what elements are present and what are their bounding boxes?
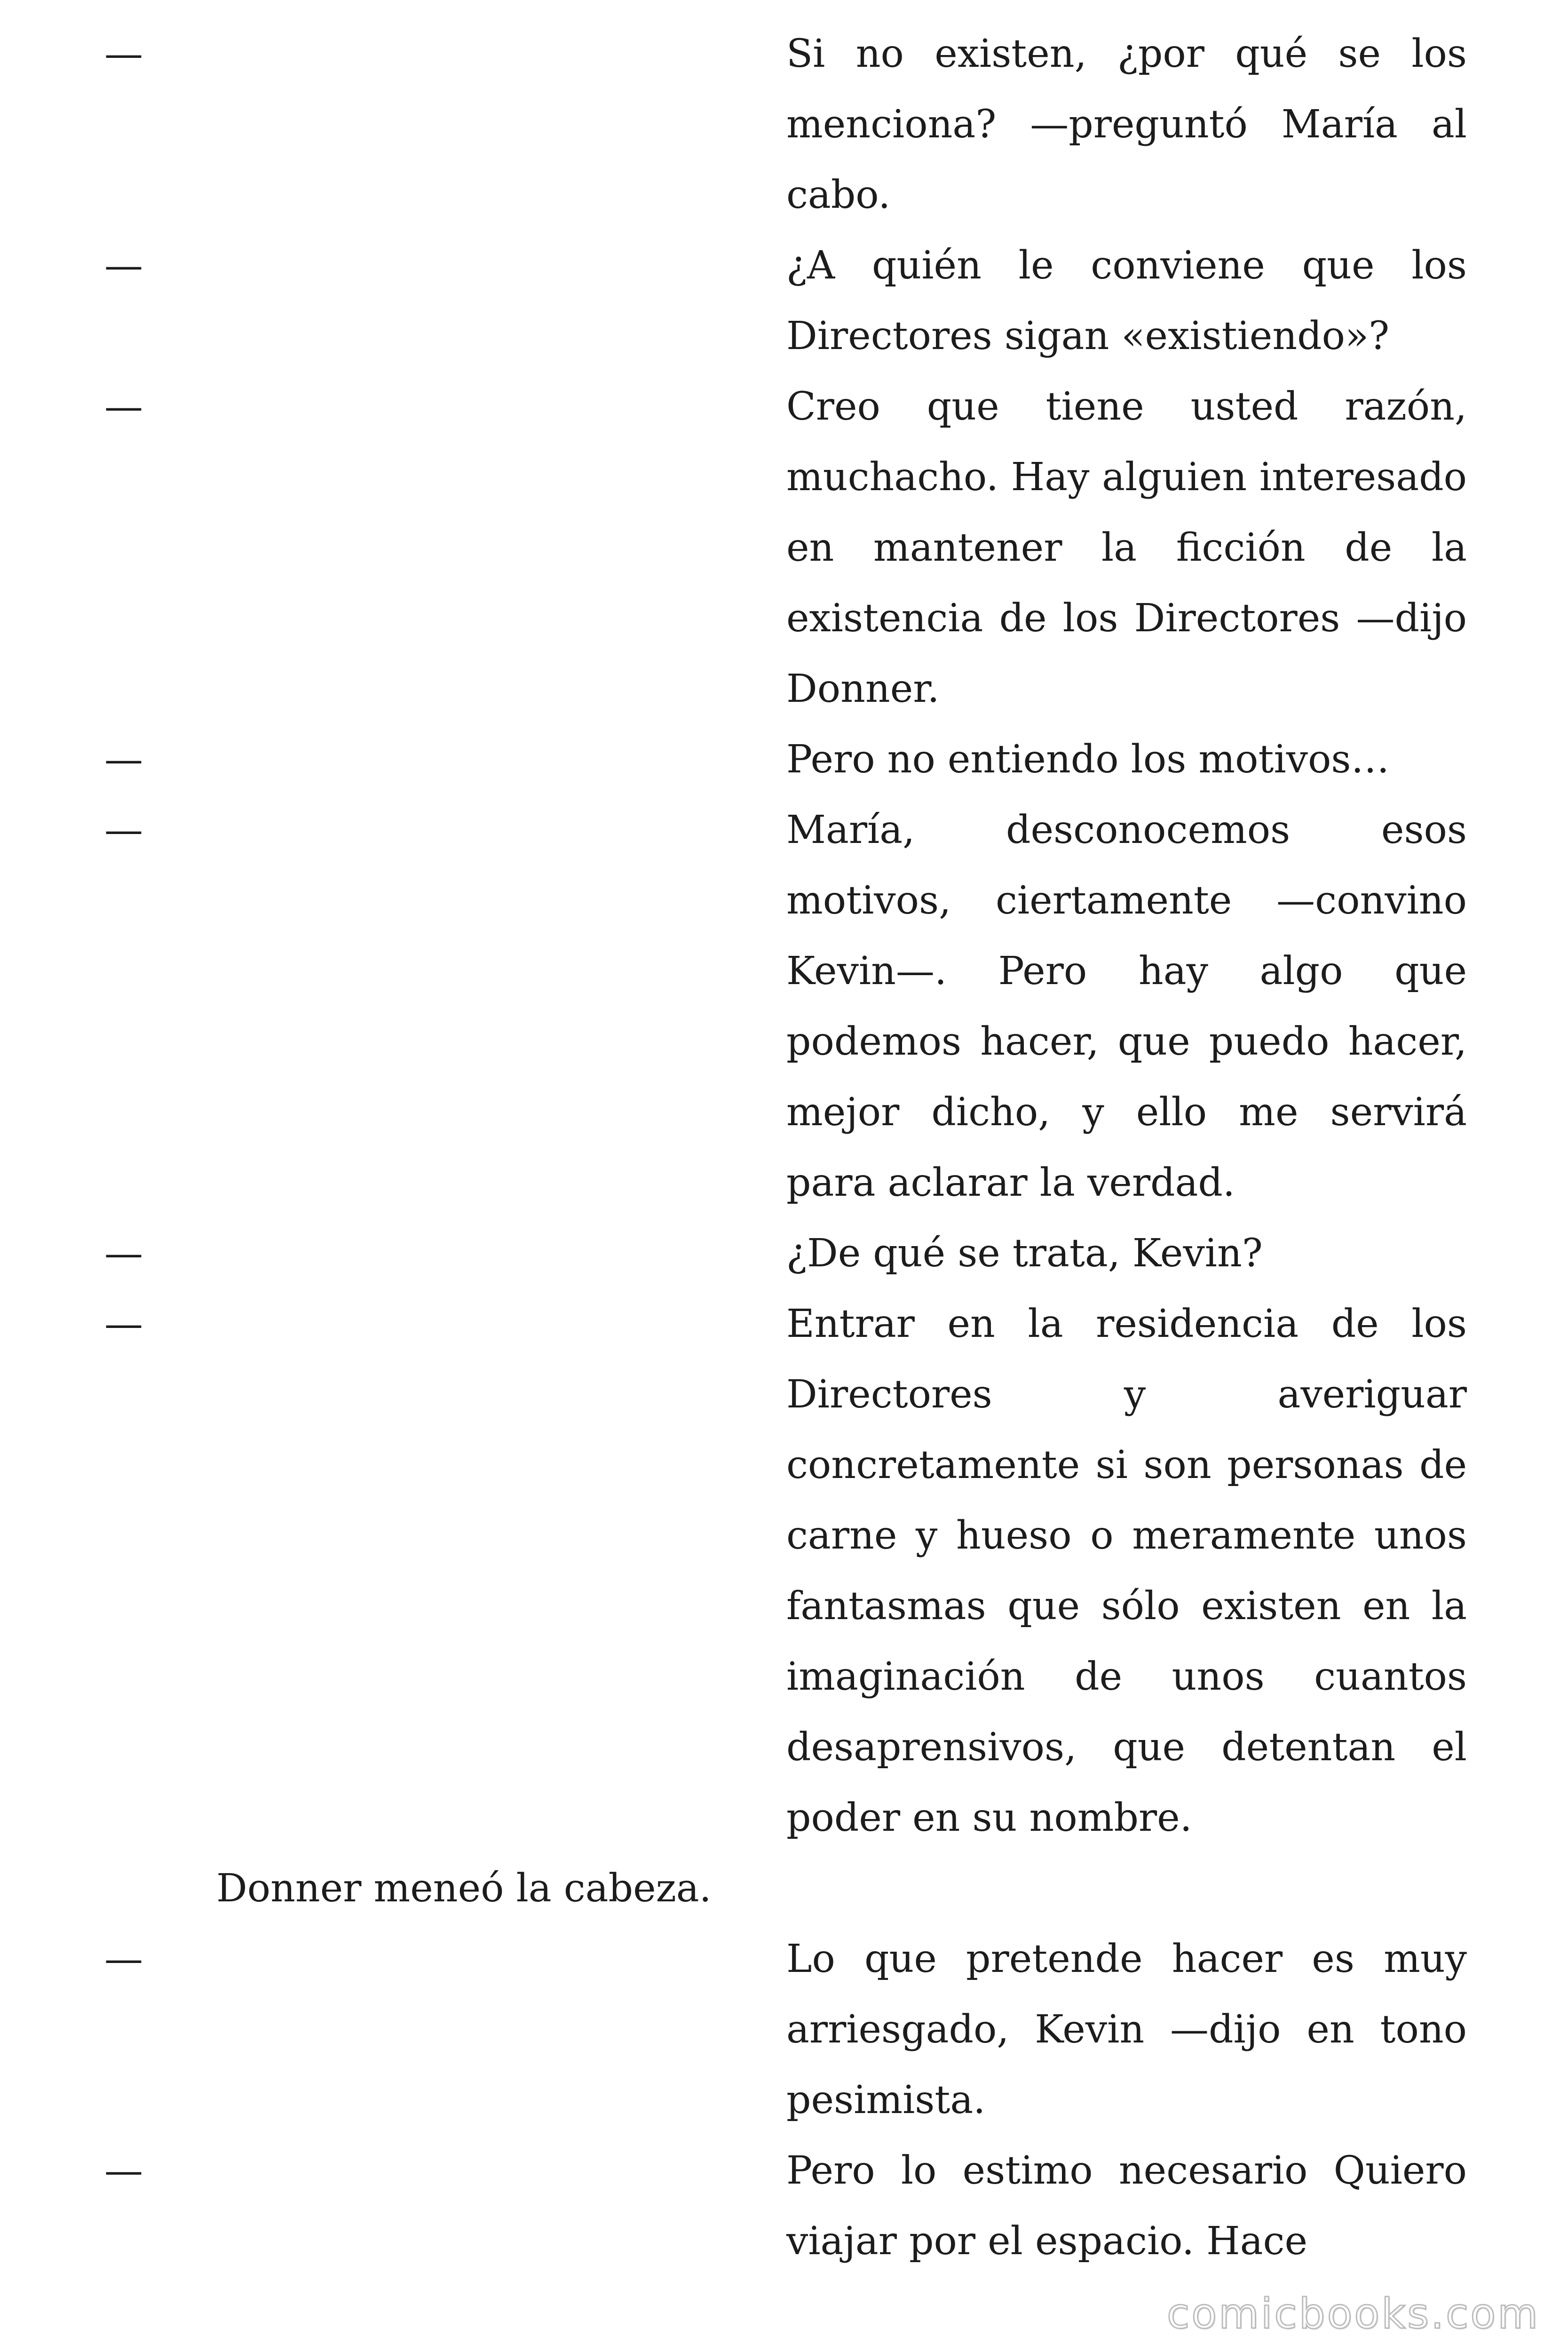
- watermark-text: comicbooks.com: [1166, 2289, 1540, 2338]
- narration-paragraph: Donner meneó la cabeza.: [216, 1866, 712, 1911]
- dialogue-text: Creo que tiene usted razón, muchacho. Hay alguien interesado en mantener la ficción de la existencia de los Directores —dijo Donner.: [786, 384, 1467, 711]
- dialogue-dash: —: [104, 384, 143, 429]
- dialogue-text: Pero no entiendo los motivos…: [786, 737, 1390, 782]
- dialogue-text: Lo que pretende hacer es muy arriesgado, Kevin —dijo en tono pesimista.: [786, 1937, 1467, 2122]
- dialogue-text: Pero lo estimo necesario Quiero viajar por el espacio. Hace: [786, 2148, 1467, 2264]
- dialogue-text: ¿A quién le conviene que los Directores sigan «existiendo»?: [786, 243, 1467, 358]
- dialogue-dash: —: [104, 32, 143, 76]
- dialogue-dash: —: [104, 1231, 143, 1276]
- dialogue-dash: —: [104, 808, 143, 852]
- dialogue-text: Entrar en la residencia de los Directores y averiguar concretamente si son personas de carne y hueso o meramente unos fantasmas que sólo existen en la imaginación de unos cuantos desaprensivos, que detentan el poder en su nombre.: [786, 1302, 1467, 1840]
- dialogue-text: ¿De qué se trata, Kevin?: [786, 1231, 1263, 1276]
- dialogue-dash: —: [104, 243, 143, 288]
- dialogue-dash: —: [104, 737, 143, 782]
- dialogue-dash: —: [104, 2148, 143, 2193]
- dialogue-text: Si no existen, ¿por qué se los menciona? —preguntó María al cabo.: [786, 32, 1467, 217]
- dialogue-dash: —: [104, 1302, 143, 1346]
- dialogue-text: María, desconocemos esos motivos, ciertamente —convino Kevin—. Pero hay algo que podemos hacer, que puedo hacer, mejor dicho, y ello me servirá para aclarar la verdad.: [786, 808, 1467, 1205]
- dialogue-dash: —: [104, 1937, 143, 1981]
